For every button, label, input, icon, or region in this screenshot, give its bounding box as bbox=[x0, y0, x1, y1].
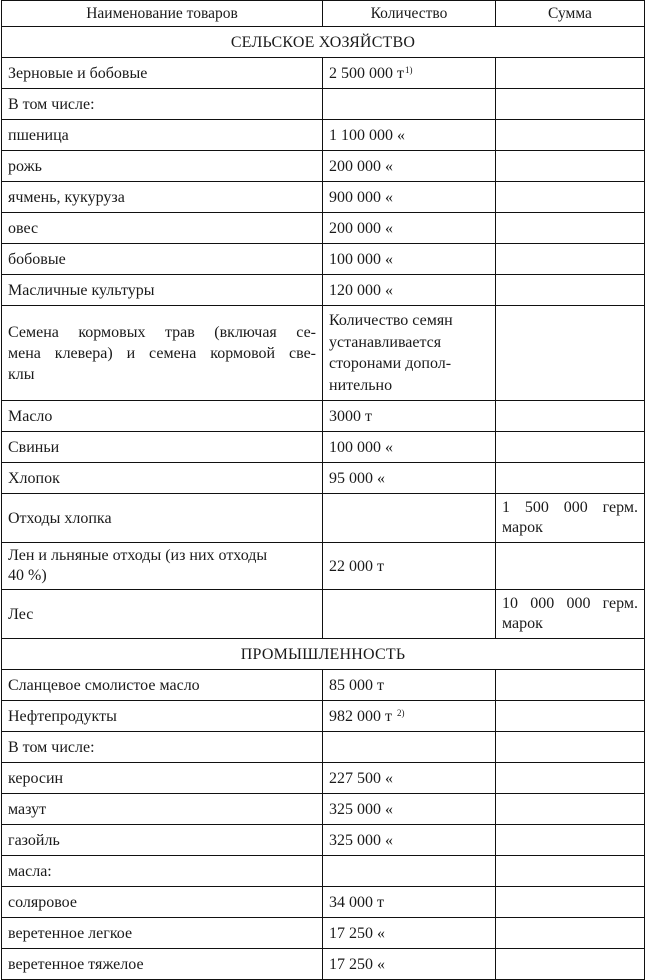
item-quantity bbox=[323, 732, 496, 763]
table-row bbox=[2, 701, 645, 732]
item-quantity bbox=[323, 494, 496, 543]
item-quantity: 325 000 « bbox=[323, 794, 496, 825]
item-sum bbox=[496, 825, 645, 856]
goods-table bbox=[1, 0, 645, 980]
item-quantity: 22 000 т bbox=[323, 543, 496, 590]
item-name: газойль bbox=[2, 825, 323, 856]
table-row bbox=[2, 856, 645, 887]
header-row bbox=[2, 1, 645, 27]
item-name: керосин bbox=[2, 763, 323, 794]
item-sum: 1 500 000 герм. марок bbox=[496, 494, 645, 543]
table-row bbox=[2, 732, 645, 763]
table-row bbox=[2, 949, 645, 980]
item-sum bbox=[496, 732, 645, 763]
item-name: веретенное легкое bbox=[2, 918, 323, 949]
item-name: ячмень, кукуруза bbox=[2, 182, 323, 213]
item-name: мазут bbox=[2, 794, 323, 825]
table-row bbox=[2, 244, 645, 275]
table-row bbox=[2, 151, 645, 182]
table-row bbox=[2, 670, 645, 701]
item-quantity bbox=[323, 590, 496, 639]
footnote-marker: 1) bbox=[405, 64, 413, 75]
item-sum bbox=[496, 543, 645, 590]
item-name: Нефтепродукты bbox=[2, 701, 323, 732]
table-row bbox=[2, 275, 645, 306]
item-quantity: 3000 т bbox=[323, 401, 496, 432]
item-quantity: 200 000 « bbox=[323, 213, 496, 244]
item-name: овес bbox=[2, 213, 323, 244]
item-name: веретенное тяжелое bbox=[2, 949, 323, 980]
item-quantity: 900 000 « bbox=[323, 182, 496, 213]
item-name: Зерновые и бобовые bbox=[2, 58, 323, 89]
item-quantity: 34 000 т bbox=[323, 887, 496, 918]
section-row-industry bbox=[2, 639, 645, 670]
item-name: Сланцевое смолистое масло bbox=[2, 670, 323, 701]
item-sum bbox=[496, 670, 645, 701]
item-sum bbox=[496, 918, 645, 949]
item-sum: 10 000 000 герм. марок bbox=[496, 590, 645, 639]
item-sum bbox=[496, 401, 645, 432]
item-quantity: 17 250 « bbox=[323, 949, 496, 980]
table-row bbox=[2, 182, 645, 213]
item-quantity: 325 000 « bbox=[323, 825, 496, 856]
item-quantity: Количество семян устанавливается сторонами допол- нительно bbox=[323, 306, 496, 401]
item-sum bbox=[496, 701, 645, 732]
item-sum bbox=[496, 244, 645, 275]
item-quantity: 227 500 « bbox=[323, 763, 496, 794]
table-row bbox=[2, 825, 645, 856]
item-quantity: 85 000 т bbox=[323, 670, 496, 701]
footnote-marker: 2) bbox=[397, 707, 405, 718]
table-row bbox=[2, 432, 645, 463]
table-row bbox=[2, 918, 645, 949]
item-name: Свиньи bbox=[2, 432, 323, 463]
table-row bbox=[2, 463, 645, 494]
item-quantity: 982 000 т $^{2)}$ bbox=[323, 701, 496, 732]
item-quantity bbox=[323, 89, 496, 120]
item-name: Семена кормовых трав (включая се- мена клевера) и семена кормовой све- клы bbox=[2, 306, 323, 401]
header-name: Наименование товаров bbox=[2, 1, 323, 27]
item-quantity bbox=[323, 856, 496, 887]
item-sum bbox=[496, 463, 645, 494]
item-sum bbox=[496, 856, 645, 887]
table-row bbox=[2, 213, 645, 244]
section-title: СЕЛЬСКОЕ ХОЗЯЙСТВО bbox=[2, 27, 645, 58]
item-name: бобовые bbox=[2, 244, 323, 275]
item-sum bbox=[496, 58, 645, 89]
item-name: соляровое bbox=[2, 887, 323, 918]
item-quantity: 120 000 « bbox=[323, 275, 496, 306]
item-name: Лен и льняные отходы (из них отходы 40 %) bbox=[2, 543, 323, 590]
item-sum bbox=[496, 151, 645, 182]
table-row bbox=[2, 794, 645, 825]
item-sum bbox=[496, 306, 645, 401]
item-name: масла: bbox=[2, 856, 323, 887]
item-name: Отходы хлопка bbox=[2, 494, 323, 543]
item-sum bbox=[496, 887, 645, 918]
item-sum bbox=[496, 182, 645, 213]
item-name: Масло bbox=[2, 401, 323, 432]
item-name: Масличные культуры bbox=[2, 275, 323, 306]
section-title: ПРОМЫШЛЕННОСТЬ bbox=[2, 639, 645, 670]
item-quantity: 100 000 « bbox=[323, 432, 496, 463]
item-name: Лес bbox=[2, 590, 323, 639]
item-name: рожь bbox=[2, 151, 323, 182]
table-row bbox=[2, 89, 645, 120]
item-quantity: 100 000 « bbox=[323, 244, 496, 275]
table-row bbox=[2, 543, 645, 590]
item-sum bbox=[496, 794, 645, 825]
item-name: В том числе: bbox=[2, 89, 323, 120]
item-name: пшеница bbox=[2, 120, 323, 151]
table-row bbox=[2, 401, 645, 432]
table-row bbox=[2, 590, 645, 639]
item-sum bbox=[496, 89, 645, 120]
table-row bbox=[2, 120, 645, 151]
item-sum bbox=[496, 120, 645, 151]
item-sum bbox=[496, 432, 645, 463]
table-row bbox=[2, 887, 645, 918]
table-row bbox=[2, 58, 645, 89]
item-quantity: 17 250 « bbox=[323, 918, 496, 949]
item-name: Хлопок bbox=[2, 463, 323, 494]
item-name: В том числе: bbox=[2, 732, 323, 763]
item-quantity: 2 500 000 т$^{1)}$ bbox=[323, 58, 496, 89]
item-sum bbox=[496, 213, 645, 244]
table-row bbox=[2, 494, 645, 543]
item-sum bbox=[496, 949, 645, 980]
table-row bbox=[2, 763, 645, 794]
item-quantity: 95 000 « bbox=[323, 463, 496, 494]
item-sum bbox=[496, 275, 645, 306]
header-sum: Сумма bbox=[496, 1, 645, 27]
table-row bbox=[2, 306, 645, 401]
item-sum bbox=[496, 763, 645, 794]
item-quantity: 200 000 « bbox=[323, 151, 496, 182]
item-quantity: 1 100 000 « bbox=[323, 120, 496, 151]
header-quantity: Количество bbox=[323, 1, 496, 27]
section-row-agriculture bbox=[2, 27, 645, 58]
